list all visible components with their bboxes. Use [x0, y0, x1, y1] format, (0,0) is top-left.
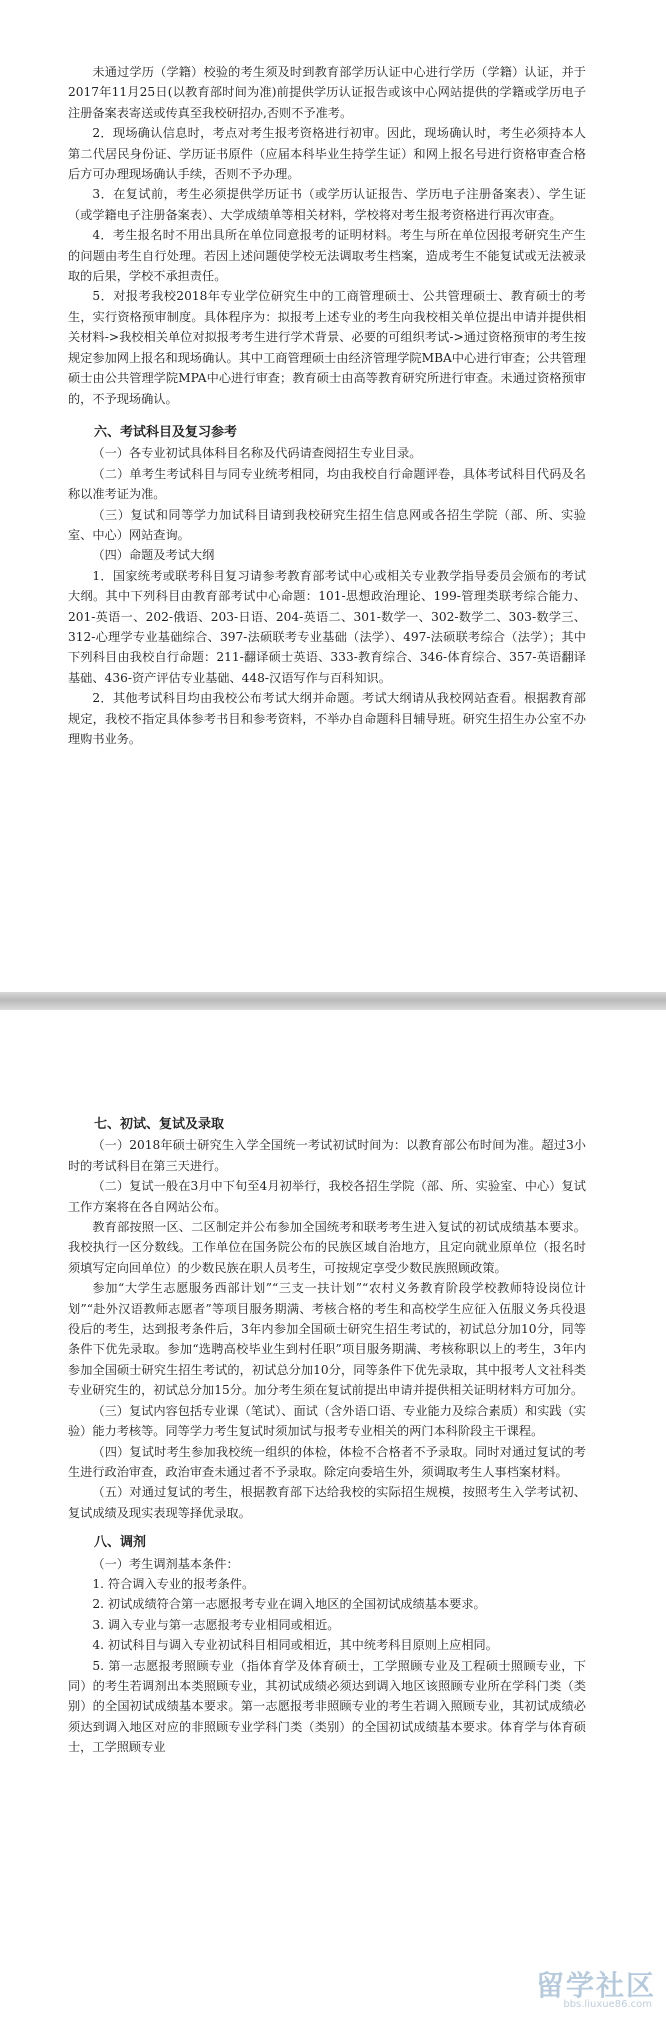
section-6-item-6: 2．其他考试科目均由我校公布考试大纲并命题。考试大纲请从我校网站查看。根据教育部规定，我校不指定具体参考书目和参考资料，不举办自命题科目辅导班。研究生招生办公室不办理购书业务。	[68, 691, 586, 746]
document-page-1	[0, 0, 666, 992]
spacer	[68, 409, 586, 423]
section-8-item-3: 2. 初试成绩符合第一志愿报考专业在调入地区的全国初试成绩基本要求。	[92, 1597, 486, 1612]
section-heading-6: 六、考试科目及复习参考	[94, 424, 238, 440]
section-7-item-4: 参加“大学生志愿服务西部计划”“三支一扶计划”“农村义务教育阶段学校教师特设岗位计划”“赴外汉语教师志愿者”等项目服务期满、考核合格的考生和高校学生应征入伍服义务兵役退役后的考生，达到报考条件后，3年内参加全国硕士研究生招生考试的，初试总分加10分，同等条件下优先录取。参加“选聘高校毕业生到村任职”项目服务期满、考核称职以上的考生，3年内参加全国硕士研究生招生考试的，初试总分加10分，同等条件下优先录取，其中报考人文社科类专业研究生的，初试总分加15分。加分考生须在复试前提出申请并提供相关证明材料方可加分。	[68, 1281, 586, 1398]
document-page-2	[0, 1010, 666, 2018]
section-6-item-3: （三）复试和同等学力加试科目请到我校研究生招生信息网或各招生学院（部、所、实验室、中心）网站查询。	[68, 507, 586, 542]
paragraph-cert: 未通过学历（学籍）校验的考生须及时到教育部学历认证中心进行学历（学籍）认证，并于2017年11月25日(以教育部时间为准)前提供学历认证报告或该中心网站提供的学籍或学历电子注册备案表寄送或传真至我校研招办,否则不予准考。	[68, 65, 586, 120]
spacer	[68, 1523, 586, 1533]
section-6-item-4: （四）命题及考试大纲	[92, 548, 215, 563]
watermark-url: bbs.liuxue86.com	[563, 1999, 652, 2010]
section-8-item-1: （一）考生调剂基本条件：	[92, 1556, 239, 1571]
section-8-item-4: 3. 调入专业与第一志愿报考专业相同或相近。	[92, 1617, 340, 1632]
paragraph-item-4: 4．考生报名时不用出具所在单位同意报考的证明材料。考生与所在单位因报考研究生产生的问题由考生自行处理。若因上述问题使学校无法调取考生档案，造成考生不能复试或无法被录取的后果，学校不承担责任。	[68, 228, 586, 284]
section-heading-8: 八、调剂	[94, 1535, 147, 1551]
paragraph-item-5: 5．对报考我校2018年专业学位研究生中的工商管理硕士、公共管理硕士、教育硕士的考生，实行资格预审制度。具体程序为：拟报考上述专业的考生向我校相关单位提出申请并提供相关材料->我校相关单位对拟报考考生进行学术背景、必要的可组织考试->通过资格预审的考生按规定参加网上报名和现场确认。其中工商管理硕士由经济管理学院MBA中心进行审查；公共管理硕士由公共管理学院MPA中心进行审查；教育硕士由高等教育研究所进行审查。未通过资格预审的，不予现场确认。	[68, 289, 586, 406]
section-8-item-6: 5. 第一志愿报考照顾专业（指体育学及体育硕士，工学照顾专业及工程硕士照顾专业，下同）的考生若调剂出本类照顾专业，其初试成绩必须达到调入地区该照顾专业所在学科门类（类别）的全国初试成绩基本要求。第一志愿报考非照顾专业的考生若调入照顾专业，其初试成绩必须达到调入地区对应的非照顾专业学科门类（类别）的全国初试成绩基本要求。体育学与体育硕士，工学照顾专业	[68, 1658, 586, 1755]
section-8-item-5: 4. 初试科目与调入专业初试科目相同或相近，其中统考科目原则上应相同。	[92, 1638, 498, 1653]
section-7-item-3: 教育部按照一区、二区制定并公布参加全国统考和联考考生进入复试的初试成绩基本要求。我校执行一区分数线。工作单位在国务院公布的民族区域自治地方，且定向就业原单位（报名时须填写定向回单位）的少数民族在职人员考生，可按规定享受少数民族照顾政策。	[68, 1220, 586, 1275]
paragraph-item-3: 3．在复试前，考生必须提供学历证书（或学历认证报告、学历电子注册备案表）、学生证（或学籍电子注册备案表）、大学成绩单等相关材料，学校将对考生报考资格进行再次审查。	[68, 187, 586, 222]
section-7-item-7: （五）对通过复试的考生，根据教育部下达给我校的实际招生规模，按照考生入学考试初、复试成绩及现实表现等择优录取。	[68, 1485, 586, 1520]
watermark-logo	[480, 1962, 656, 2010]
section-6-item-2: （二）单考生考试科目与同专业统考相同，均由我校自行命题评卷，具体考试科目代码及名称以准考证为准。	[68, 466, 586, 502]
section-7-item-5: （三）复试内容包括专业课（笔试）、面试（含外语口语、专业能力及综合素质）和实践（实验）能力考核等。同等学力考生复试时须加试与报考专业相关的两门本科阶段主干课程。	[68, 1403, 586, 1439]
section-6-item-5: 1．国家统考或联考科目复习请参考教育部考试中心或相关专业教学指导委员会颁布的考试大纲。其中下列科目由教育部考试中心命题：101-思想政治理论、199-管理类联考综合能力、201-英语一、202-俄语、203-日语、204-英语二、301-数学一、302-数学二、303-数学三、312-心理学专业基础综合、397-法硕联考专业基础（法学）、497-法硕联考综合（法学）；其中下列科目由我校自行命题：211-翻译硕士英语、333-教育综合、346-体育综合、357-英语翻译基础、436-资产评估专业基础、448-汉语写作与百科知识。	[68, 568, 586, 685]
watermark-text: 留学社区	[535, 1969, 656, 2002]
section-6-item-1: （一）各专业初试具体科目名称及代码请查阅招生专业目录。	[92, 446, 422, 461]
section-7-item-6: （四）复试时考生参加我校统一组织的体检，体检不合格者不予录取。同时对通过复试的考生进行政治审查，政治审查未通过者不予录取。除定向委培生外，须调取考生人事档案材料。	[68, 1444, 586, 1479]
section-8-item-2: 1. 符合调入专业的报考条件。	[92, 1576, 255, 1591]
section-heading-7: 七、初试、复试及录取	[94, 1117, 225, 1132]
paragraph-item-2: 2．现场确认信息时，考点对考生报考资格进行初审。因此，现场确认时，考生必须持本人第二代居民身份证、学历证书原件（应届本科毕业生持学生证）和网上报名号进行资格审查合格后方可办理现场确认手续，否则不予办理。	[68, 126, 586, 182]
section-7-item-2: （二）复试一般在3月中下旬至4月初举行，我校各招生学院（部、所、实验室、中心）复试工作方案将在各自网站公布。	[68, 1179, 586, 1214]
section-7-item-1: （一）2018年硕士研究生入学全国统一考试初试时间为：以教育部公布时间为准。超过3小时的考试科目在第三天进行。	[68, 1138, 586, 1173]
page-separator	[0, 992, 666, 1010]
